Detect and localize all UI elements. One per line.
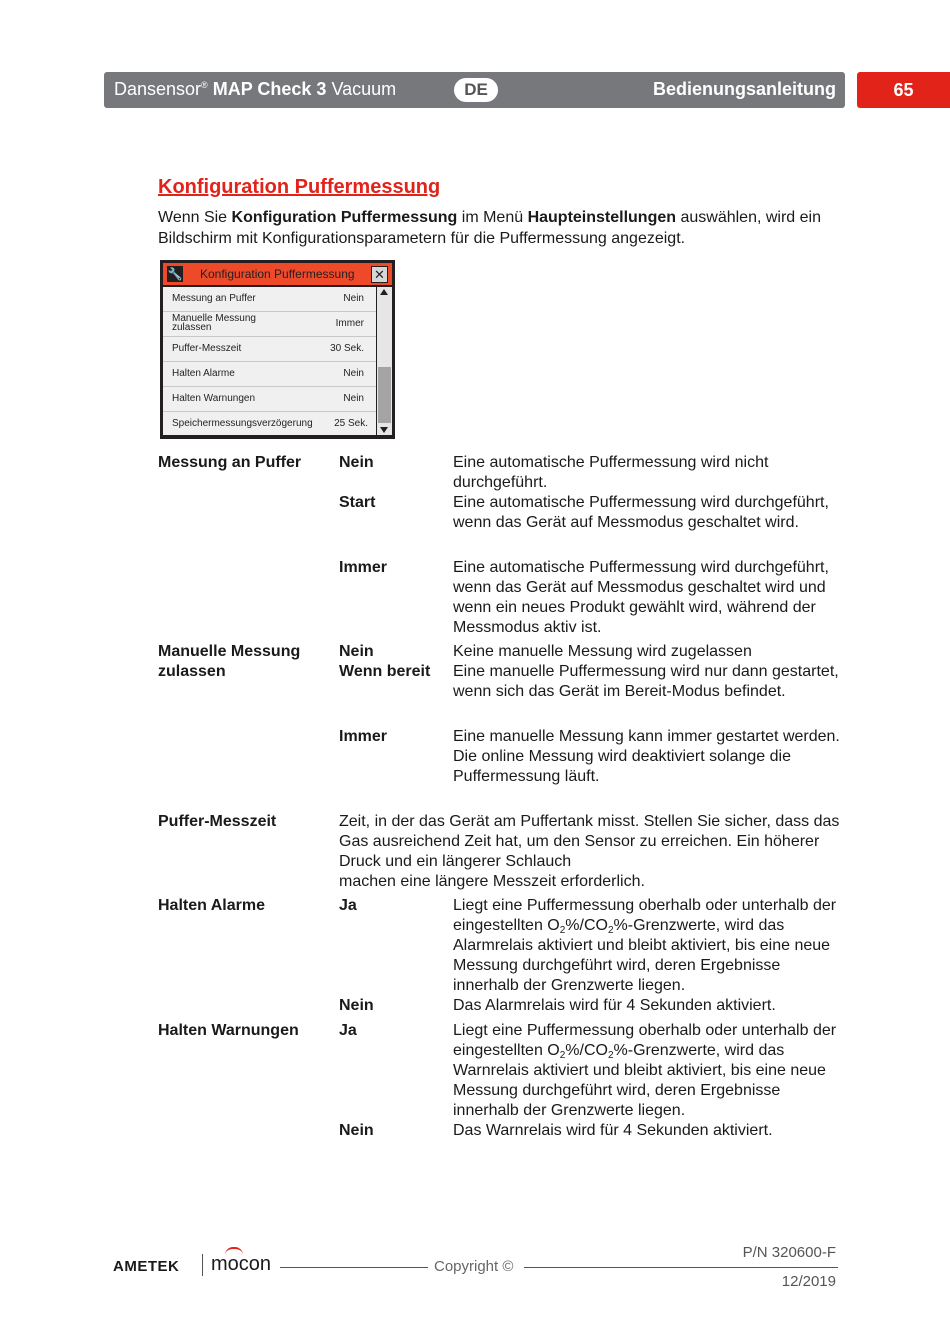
- option-key: Start: [339, 494, 376, 511]
- header-bar: [104, 72, 845, 108]
- option-key: Nein: [339, 454, 374, 471]
- device-row-value: Nein: [343, 393, 364, 404]
- close-icon[interactable]: ✕: [371, 266, 388, 283]
- option-key: Nein: [339, 997, 374, 1014]
- logo-divider: [202, 1254, 203, 1276]
- copyright: Copyright ©: [434, 1258, 514, 1275]
- revision-date: 12/2019: [781, 1273, 836, 1290]
- option-desc: Liegt eine Puffermessung oberhalb oder unterhalb der eingestellten $O_2\%/CO_2\%$-Grenzwerte, wird das Warnrelais aktiviert und bleibt aktiviert, bis eine neue Messung durchgeführt wird, deren Ergebnisse innerhalb der Grenzwerte liegen.: [453, 1022, 837, 1119]
- option-desc: Eine automatische Puffermessung wird nicht durchgeführt.: [453, 454, 769, 491]
- option-desc: Das Alarmrelais wird für 4 Sekunden aktiviert.: [453, 997, 776, 1014]
- ametek-logo: AMETEK: [113, 1258, 180, 1275]
- option-desc: Eine manuelle Messung kann immer gestartet werden. Die online Messung wird deaktiviert solange die Puffermessung läuft.: [453, 728, 840, 785]
- device-row-alarme[interactable]: [163, 362, 376, 387]
- option-key: Immer: [339, 559, 388, 576]
- device-screen: [160, 260, 395, 439]
- device-row-messzeit[interactable]: [163, 337, 376, 362]
- option-key: Nein: [339, 643, 374, 660]
- device-row-value: 30 Sek.: [330, 343, 364, 354]
- device-titlebar: [163, 263, 392, 285]
- option-key: Ja: [339, 1022, 357, 1039]
- device-title: Konfiguration Puffermessung: [200, 267, 355, 281]
- product-name: Dansensor® MAP Check 3 Vacuum: [114, 79, 397, 99]
- option-desc: Eine manuelle Puffermessung wird nur dann gestartet, wenn sich das Gerät im Bereit-Modus befindet.: [453, 663, 839, 700]
- footer-rule: [280, 1267, 428, 1268]
- device-row-value: 25 Sek.: [334, 418, 368, 429]
- mocon-logo: mocon: [211, 1253, 271, 1276]
- section-title: Konfiguration Puffermessung: [158, 176, 441, 198]
- scroll-thumb[interactable]: [378, 367, 391, 423]
- device-settings-list: [163, 287, 376, 435]
- option-key: Immer: [339, 728, 388, 745]
- option-desc: Das Warnrelais wird für 4 Sekunden aktiviert.: [453, 1122, 773, 1139]
- option-desc: Eine automatische Puffermessung wird durchgeführt, wenn das Gerät auf Messmodus geschaltet wird.: [453, 494, 829, 531]
- param-name: Halten Alarme: [158, 897, 265, 914]
- device-row-label: Speichermessungsverzögerung: [172, 418, 313, 429]
- param-name: Manuelle Messung zulassen: [158, 643, 301, 680]
- device-row-label: Messung an Puffer: [172, 293, 256, 304]
- page-number: 65: [857, 72, 950, 108]
- wrench-icon: 🔧: [167, 267, 183, 281]
- device-row-label: Halten Warnungen: [172, 393, 256, 404]
- option-key: Nein: [339, 1122, 374, 1139]
- device-row-label: Manuelle Messung zulassen: [172, 313, 256, 333]
- device-row-messung[interactable]: [163, 287, 376, 312]
- option-key: Wenn bereit: [339, 663, 431, 680]
- option-key: Ja: [339, 897, 357, 914]
- device-row-label: Halten Alarme: [172, 368, 235, 379]
- param-name: Puffer-Messzeit: [158, 813, 277, 830]
- scroll-down-icon[interactable]: [380, 427, 388, 433]
- param-name: Messung an Puffer: [158, 454, 302, 471]
- device-row-manuelle[interactable]: [163, 312, 376, 337]
- param-desc: Zeit, in der das Gerät am Puffertank misst. Stellen Sie sicher, dass das Gas ausreichend Zeit hat, um den Sensor zu erreichen. Ein höherer Druck und ein längerer Schlauch machen eine längere Messzeit erforderlich.: [339, 813, 840, 890]
- param-name: Halten Warnungen: [158, 1022, 299, 1039]
- footer-rule: [524, 1267, 838, 1268]
- device-row-speicher[interactable]: [163, 412, 376, 436]
- device-row-value: Nein: [343, 293, 364, 304]
- device-row-value: Immer: [335, 318, 364, 329]
- option-desc: Eine automatische Puffermessung wird durchgeführt, wenn das Gerät auf Messmodus geschaltet wird und wenn ein neues Produkt gewählt wird, während der Messmodus aktiv ist.: [453, 559, 829, 636]
- option-desc: Keine manuelle Messung wird zugelassen: [453, 643, 752, 660]
- device-row-warnungen[interactable]: [163, 387, 376, 412]
- device-scrollbar[interactable]: [377, 287, 392, 435]
- device-row-label: Puffer-Messzeit: [172, 343, 242, 354]
- document-title: Bedienungsanleitung: [652, 79, 836, 99]
- scroll-up-icon[interactable]: [380, 289, 388, 295]
- language-badge: DE: [454, 78, 498, 102]
- part-number: P/N 320600-F: [742, 1244, 836, 1261]
- option-desc: Liegt eine Puffermessung oberhalb oder unterhalb der eingestellten $O_2\%/CO_2\%$-Grenzwerte, wird das Alarmrelais aktiviert und bleibt aktiviert, bis eine neue Messung durchgeführt wird, deren Ergebnisse innerhalb der Grenzwerte liegen.: [453, 897, 837, 994]
- device-row-value: Nein: [343, 368, 364, 379]
- intro-paragraph: Wenn Sie Konfiguration Puffermessung im Menü Haupteinstellungen auswählen, wird ein Bildschirm mit Konfigurationsparametern für die Puffermessung angezeigt.: [158, 209, 821, 247]
